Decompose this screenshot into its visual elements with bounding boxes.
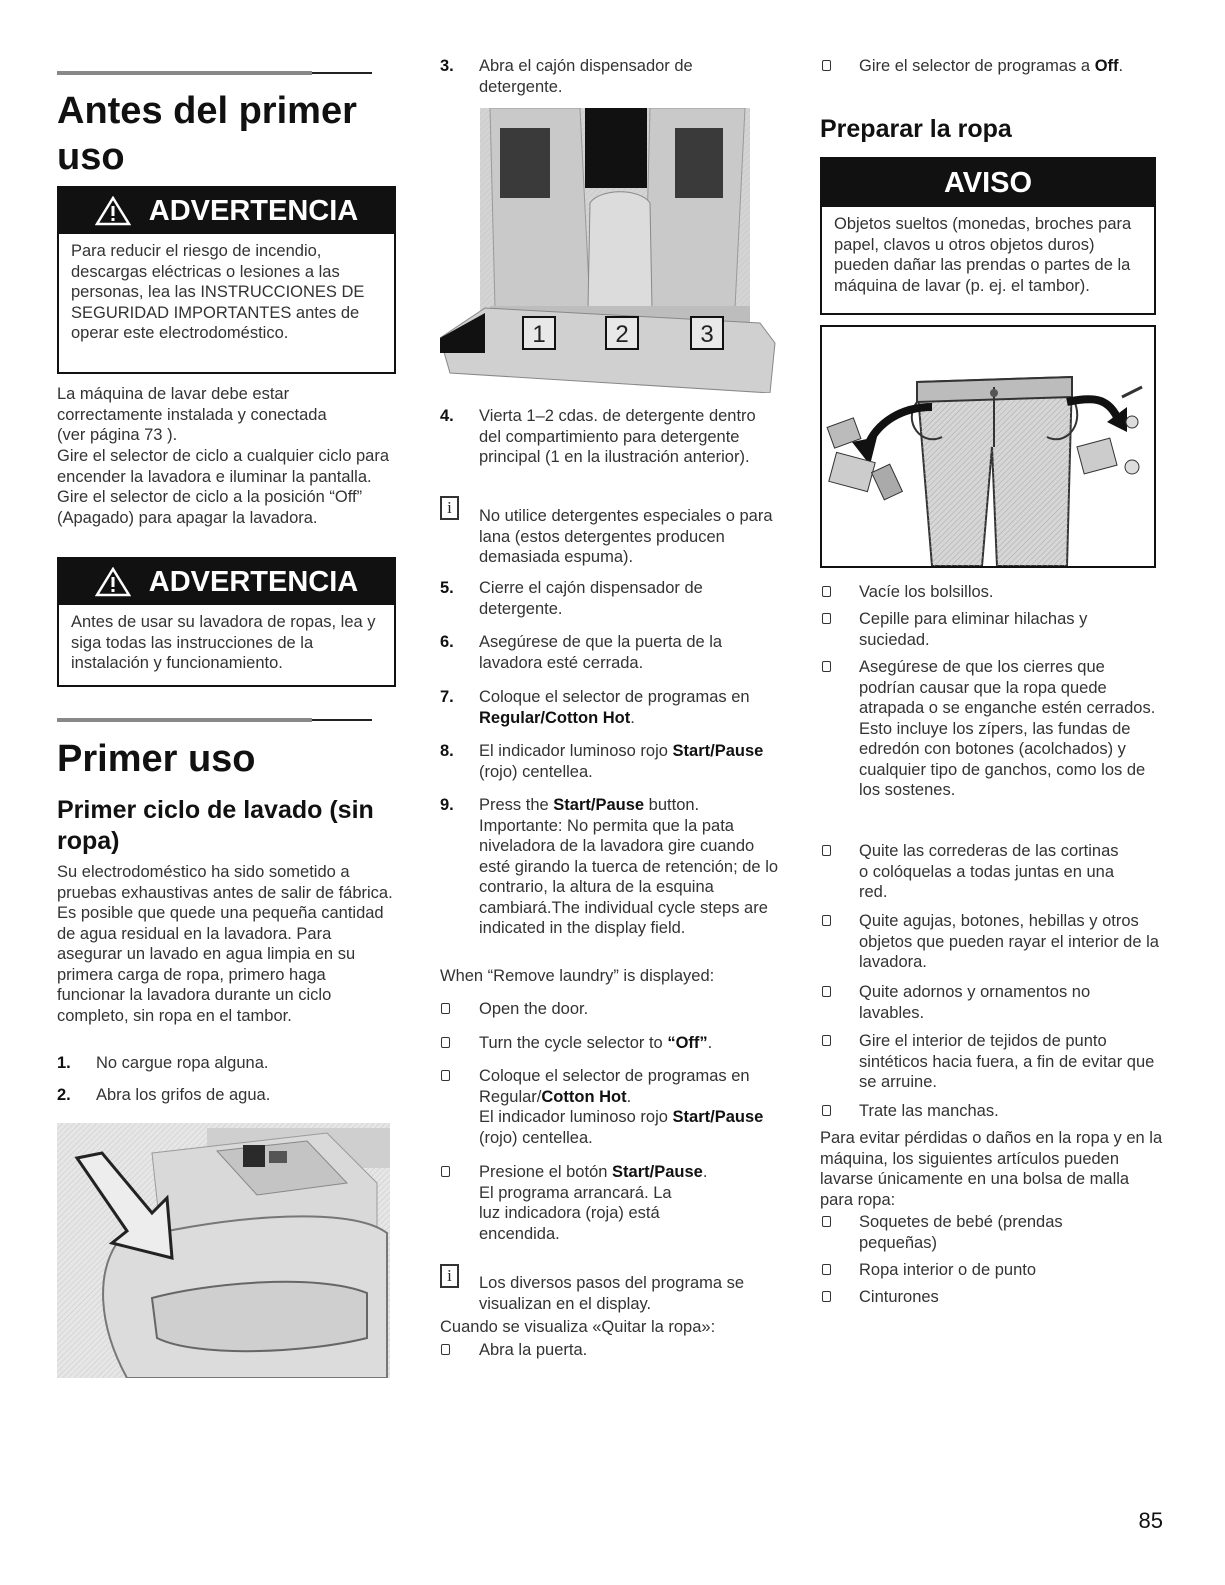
bullet-selector-off-post: .: [1118, 57, 1124, 75]
title-antes-del-primer-uso: Antes del primer uso: [57, 90, 357, 178]
bullet-turn-off-post: .: [707, 1034, 713, 1052]
warning-text-1: Para reducir el riesgo de incendio, descargas eléctricas o lesiones a las personas, lea las INSTRUCCIONES DE SEGURIDAD IMPORTANTES antes de operar este electrodoméstico.: [71, 242, 365, 342]
step-4-number: 4.: [440, 407, 454, 425]
pants-pockets-illustration: [820, 325, 1156, 568]
bullet-abra-puerta: Abra la puerta.: [479, 1341, 588, 1359]
step-8-number: 8.: [440, 742, 454, 760]
when-remove-laundry: When “Remove laundry” is displayed:: [440, 967, 715, 985]
step-1-text: No cargue ropa alguna.: [96, 1054, 269, 1072]
step-9-text: [479, 795, 784, 939]
step-9-bold: Start/Pause: [553, 796, 645, 814]
warning-box-1: [57, 186, 396, 374]
bullet-vacie-bolsillos: Vacíe los bolsillos.: [859, 583, 994, 601]
step-8-post: (rojo) centellea.: [479, 762, 593, 781]
bullet-press-rest: El programa arrancará. La luz indicadora (roja) está encendida.: [479, 1183, 672, 1243]
checkbox-icon: [822, 845, 831, 856]
step-5-text: Cierre el cajón dispensador de detergente.: [479, 579, 703, 618]
step-9-number: 9.: [440, 796, 454, 814]
bullet-cepille: Cepille para eliminar hilachas y suciedad.: [859, 610, 1088, 649]
drawer-label-3: 3: [690, 316, 724, 350]
paragraph-cycle-selector: Gire el selector de ciclo a cualquier ciclo para encender la lavadora e iluminar la pantalla. Gire el selector de ciclo a la posición “Off” (Apagado) para apagar la lavadora.: [57, 447, 389, 527]
step-6-number: 6.: [440, 633, 454, 651]
step-2-text: Abra los grifos de agua.: [96, 1086, 271, 1104]
subtitle-primer-ciclo: Primer ciclo de lavado (sin ropa): [57, 796, 374, 855]
info-1-text: No utilice detergentes especiales o para lana (estos detergentes producen demasiada espuma).: [479, 507, 773, 566]
checkbox-icon: [441, 1166, 450, 1177]
checkbox-icon: [822, 1291, 831, 1302]
bullet-press-start: [479, 1162, 784, 1244]
notice-header: [822, 159, 1154, 207]
step-3-text: Abra el cajón dispensador de detergente.: [479, 57, 693, 96]
bullet-manchas: Trate las manchas.: [859, 1102, 999, 1120]
checkbox-icon: [822, 915, 831, 926]
step-9-post: button.: [644, 796, 700, 814]
paragraph-first-wash: Su electrodoméstico ha sido sometido a pruebas exhaustivas antes de salir de fábrica. Es posible que quede una pequeña cantidad de agua residual en la lavadora. Para asegurar un lavado en agua limpia en su primera carga de ropa, primero haga funcionar la lavadora durante un ciclo completo, sin ropa en el tambor.: [57, 863, 393, 1025]
bullet-regular-line2-pre: El indicador luminoso rojo: [479, 1108, 673, 1126]
bullet-selector-off-bold: Off: [1094, 57, 1119, 75]
bullet-regular-line2-bold: Start/Pause: [672, 1108, 764, 1126]
bullet-cinturones: Cinturones: [859, 1288, 939, 1306]
step-8-pre: El indicador luminoso rojo: [479, 742, 673, 760]
bullet-regular-pre: Coloque el selector de programas en Regular/: [479, 1067, 750, 1106]
step-9-pre: Press the: [479, 796, 554, 814]
checkbox-icon: [441, 1344, 450, 1355]
checkbox-icon: [822, 60, 831, 71]
notice-text: Objetos sueltos (monedas, broches para papel, clavos u otros objetos duros) pueden dañar las prendas o partes de la máquina de lavar (p. ej. el tambor).: [834, 215, 1132, 295]
detergent-drawer-illustration: [440, 108, 780, 393]
bullet-press-post: .: [702, 1163, 708, 1181]
checkbox-icon: [822, 1105, 831, 1116]
bullet-press-pre: Presione el botón: [479, 1163, 613, 1181]
warning-header-2: [59, 559, 394, 605]
bullet-regular-line2-post: (rojo) centellea.: [479, 1128, 593, 1147]
paragraph-installed: La máquina de lavar debe estar correctamente instalada y conectada (ver página 73 ).: [57, 385, 327, 444]
info-icon: i: [440, 1264, 459, 1288]
checkbox-icon: [441, 1037, 450, 1048]
step-2-number: 2.: [57, 1086, 71, 1104]
page-number: 85: [1138, 1508, 1163, 1533]
warning-header-2-text: ADVERTENCIA: [148, 566, 359, 598]
bullet-tejidos: Gire el interior de tejidos de punto sintéticos hacia fuera, a fin de evitar que se arruine.: [859, 1032, 1155, 1091]
washer-drawer-illustration: [57, 1123, 390, 1378]
info-icon: i: [440, 496, 459, 520]
checkbox-icon: [822, 586, 831, 597]
checkbox-icon: [822, 613, 831, 624]
drawer-label-1: 1: [522, 316, 556, 350]
step-8-bold: Start/Pause: [672, 742, 764, 760]
bullet-turn-off: [479, 1033, 784, 1054]
bullet-turn-off-bold: “Off”: [667, 1034, 708, 1052]
step-7-bold: Regular/Cotton Hot: [479, 708, 631, 727]
warning-text-2: Antes de usar su lavadora de ropas, lea y siga todas las instrucciones de la instalación y funcionamiento.: [71, 613, 376, 672]
step-7-text: [479, 687, 779, 728]
section-rule-top-right: [312, 72, 372, 74]
bullet-ropa-interior: Ropa interior o de punto: [859, 1261, 1037, 1279]
warning-triangle-icon: [95, 567, 131, 597]
bullet-open-door: Open the door.: [479, 1000, 589, 1018]
heading-preparar-ropa: Preparar la ropa: [820, 115, 1012, 143]
bullet-regular-bold: Cotton Hot: [541, 1087, 627, 1106]
bullet-agujas: Quite agujas, botones, hebillas y otros objetos que pueden rayar el interior de la lavadora.: [859, 912, 1159, 971]
paragraph-bolsa-malla: Para evitar pérdidas o daños en la ropa y en la máquina, los siguientes artículos pueden lavarse únicamente en una bolsa de malla para ropa:: [820, 1129, 1163, 1209]
step-4-text: Vierta 1–2 cdas. de detergente dentro del compartimiento para detergente principal (1 en la ilustración anterior).: [479, 407, 756, 466]
step-3-number: 3.: [440, 57, 454, 75]
bullet-regular-post: .: [626, 1087, 632, 1106]
section-rule-top-left: [57, 71, 312, 75]
bullet-adornos: Quite adornos y ornamentos no lavables.: [859, 983, 1091, 1022]
bullet-selector-off-pre: Gire el selector de programas a: [859, 57, 1095, 75]
step-7-pre: Coloque el selector de programas en: [479, 688, 750, 706]
section-rule-mid-left: [57, 718, 312, 722]
bullet-regular-cotton: [479, 1066, 784, 1148]
checkbox-icon: [822, 986, 831, 997]
checkbox-icon: [822, 661, 831, 672]
step-7-post: .: [630, 708, 635, 727]
warning-header-1: [59, 188, 394, 234]
step-9-rest: Importante: No permita que la pata niveladora de la lavadora gire cuando esté girando la tuerca de retención; de lo contrario, la altura de la esquina cambiará.The individual cycle steps are indicated in the display field.: [479, 816, 779, 937]
step-8-text: [479, 741, 764, 782]
bullet-soquetes: Soquetes de bebé (prendas pequeñas): [859, 1213, 1063, 1252]
bullet-correderas: Quite las correderas de las cortinas o colóquelas a todas juntas en una red.: [859, 842, 1119, 901]
notice-header-text: AVISO: [943, 167, 1033, 199]
checkbox-icon: [441, 1070, 450, 1081]
checkbox-icon: [822, 1035, 831, 1046]
checkbox-icon: [822, 1264, 831, 1275]
step-1-number: 1.: [57, 1054, 71, 1072]
step-6-text: Asegúrese de que la puerta de la lavadora esté cerrada.: [479, 633, 723, 672]
step-5-number: 5.: [440, 579, 454, 597]
bullet-selector-off: [859, 56, 1129, 77]
checkbox-icon: [441, 1003, 450, 1014]
cuando-quitar-ropa: Cuando se visualiza «Quitar la ropa»:: [440, 1318, 716, 1336]
drawer-label-2: 2: [605, 316, 639, 350]
step-7-number: 7.: [440, 688, 454, 706]
title-primer-uso: Primer uso: [57, 738, 256, 780]
warning-triangle-icon: [95, 196, 131, 226]
notice-box: [820, 157, 1156, 315]
warning-box-2: [57, 557, 396, 687]
info-2-text: Los diversos pasos del programa se visualizan en el display.: [479, 1274, 745, 1313]
bullet-turn-off-pre: Turn the cycle selector to: [479, 1034, 668, 1052]
warning-header-1-text: ADVERTENCIA: [148, 195, 359, 227]
section-rule-mid-right: [312, 719, 372, 721]
checkbox-icon: [822, 1216, 831, 1227]
bullet-cierres: Asegúrese de que los cierres que podrían causar que la ropa quede atrapada o se enganche estén cerrados. Esto incluye los zípers, las fundas de edredón con botones (acolchados) y cualquier tipo de ganchos, como los de los sostenes.: [859, 658, 1156, 799]
bullet-press-bold: Start/Pause: [612, 1163, 703, 1181]
